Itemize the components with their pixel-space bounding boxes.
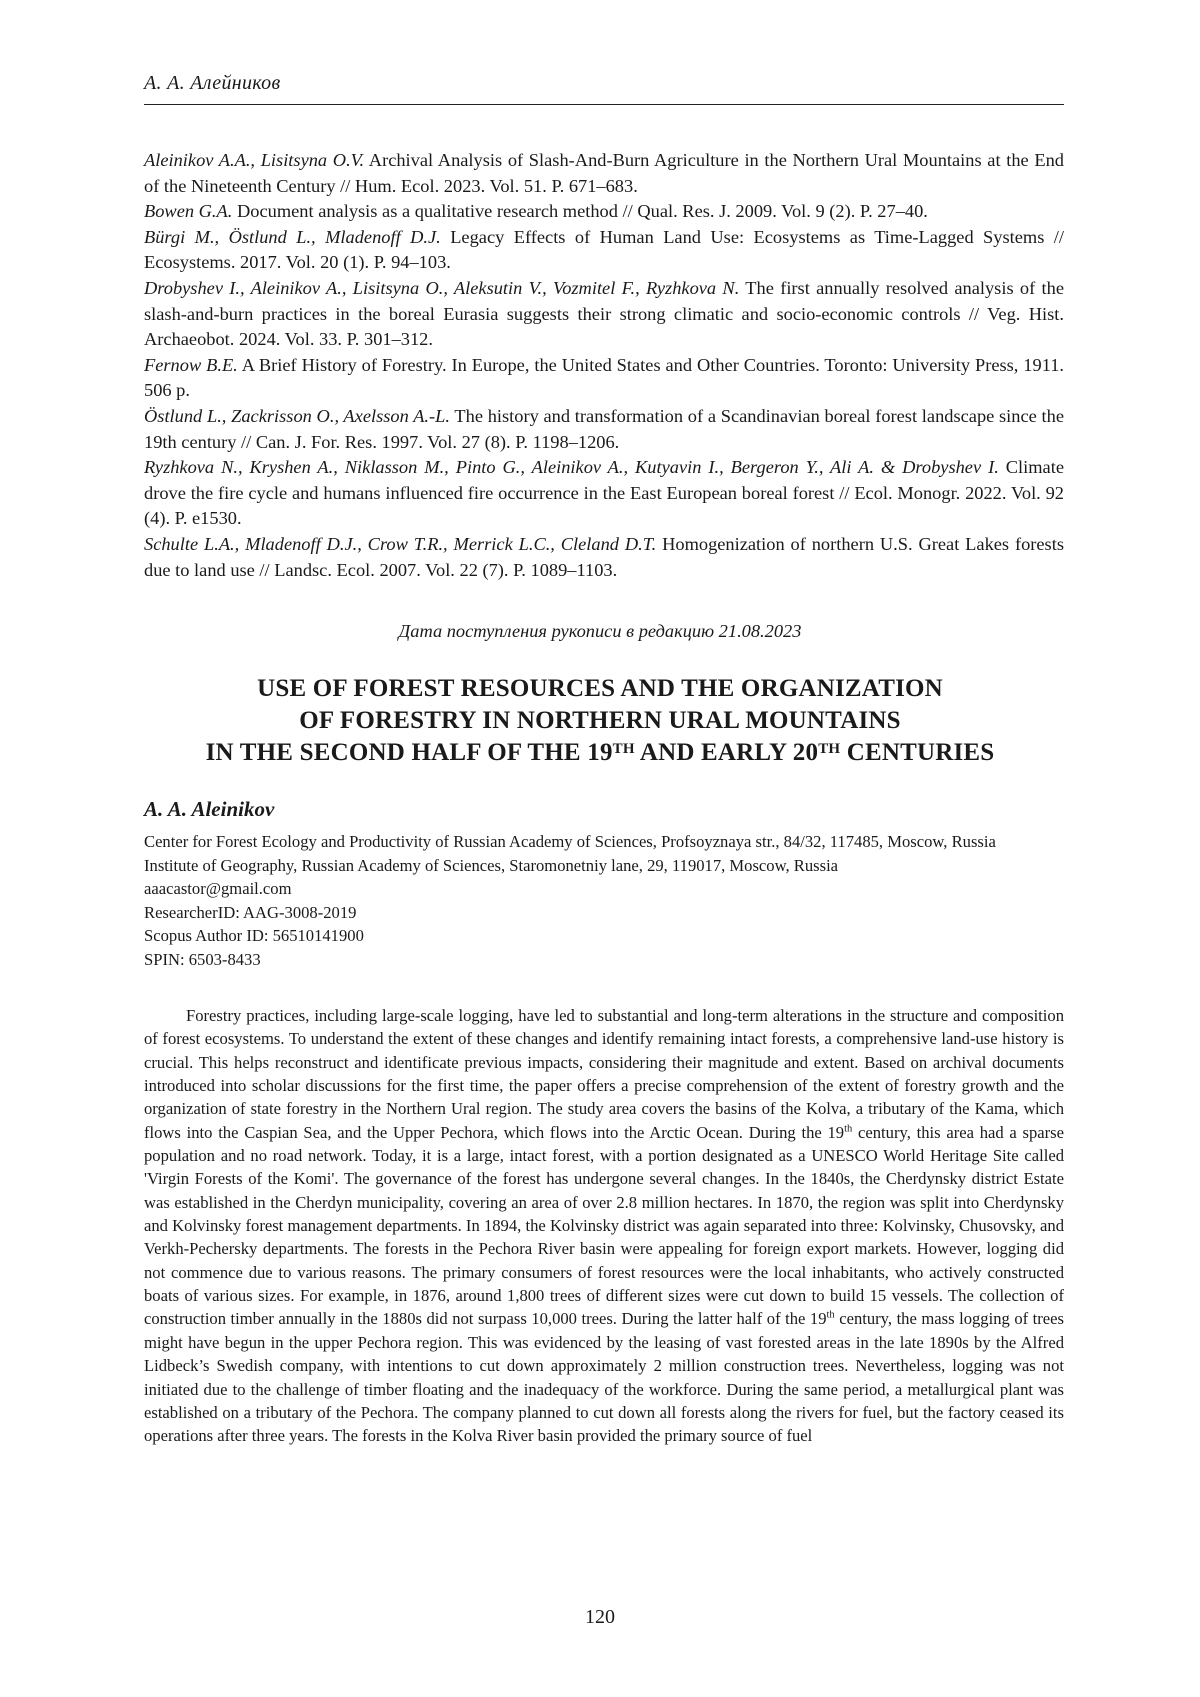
reference-text: A Brief History of Forestry. In Europe, the United States and Other Countries. Toronto: University Press, 1911. 506 p. xyxy=(144,355,1064,401)
reference-list xyxy=(144,148,1064,583)
scopus-id: Scopus Author ID: 56510141900 xyxy=(144,924,1064,948)
affiliation-org: Center for Forest Ecology and Productivity of Russian Academy of Sciences, Profsoyznaya str., 84/32, 117485, Moscow, Russia xyxy=(144,830,1064,854)
reference-authors: Bürgi M., Östlund L., Mladenoff D.J. xyxy=(144,227,441,247)
reference-text: Archival Analysis of Slash-And-Burn Agriculture in the Northern Ural Mountains at the End of the Nineteenth Century // Hum. Ecol. 2023. Vol. 51. P. 671–683. xyxy=(144,150,1064,196)
reference-text: Document analysis as a qualitative research method // Qual. Res. J. 2009. Vol. 9 (2). P. 27–40. xyxy=(237,201,928,221)
title-line: OF FORESTRY IN NORTHERN URAL MOUNTAINS xyxy=(100,705,1100,737)
reference-authors: Drobyshev I., Aleinikov A., Lisitsyna O., Aleksutin V., Vozmitel F., Ryzhkova N. xyxy=(144,278,739,298)
reference-text: The history and transformation of a Scandinavian boreal forest landscape since the 19th century // Can. J. For. Res. 1997. Vol. 27 (8). P. 1198–1206. xyxy=(144,406,1064,452)
title-line: IN THE SECOND HALF OF THE 19TH AND EARLY 20TH CENTURIES xyxy=(100,737,1100,769)
reference-authors: Schulte L.A., Mladenoff D.J., Crow T.R., Merrick L.C., Cleland D.T. xyxy=(144,534,656,554)
reference-text: Legacy Effects of Human Land Use: Ecosystems as Time-Lagged Systems // Ecosystems. 2017. Vol. 20 (1). P. 94–103. xyxy=(144,227,1064,273)
affiliation-org: Institute of Geography, Russian Academy of Sciences, Staromonetniy lane, 29, 119017, Moscow, Russia xyxy=(144,854,1064,878)
reference-authors: Ryzhkova N., Kryshen A., Niklasson M., Pinto G., Aleinikov A., Kutyavin I., Bergeron Y., Ali A. & Drobyshev I. xyxy=(144,457,999,477)
reference-authors: Fernow B.E. xyxy=(144,355,238,375)
author-name: A. A. Aleinikov xyxy=(144,797,274,822)
abstract-text: Forestry practices, including large-scale logging, have led to substantial and long-term alterations in the structure and composition of forest ecosystems. To understand the extent of these changes and identify remaining intact forests, a comprehensive land-use history is crucial. This helps reconstruct and identificate previous impacts, considering their magnitude and extent. Based on archival documents introduced into scholar discussions for the first time, the paper offers a precise comprehension of the extent of forestry growth and the organization of state forestry in the Northern Ural region. The study area covers the basins of the Kolva, a tributary of the Kama, which flows into the Caspian Sea, and the Upper Pechora, which flows into the Arctic Ocean. During the 19th century, this area had a sparse population and no road network. Today, it is a large, intact forest, with a portion designated as a UNESCO World Heritage Site called 'Virgin Forests of the Komi'. The governance of the forest has undergone several changes. In the 1840s, the Cherdynsky district Estate was established in the Cherdyn municipality, covering an area of over 2.8 million hectares. In 1870, the region was split into Cherdynsky and Kolvinsky forest management departments. In 1894, the Kolvinsky district was again separated into three: Kolvinsky, Chusovsky, and Verkh-Pechersky departments. The forests in the Pechora River basin were appealing for foreign export markets. However, logging did not commence due to various reasons. The primary consumers of forest resources were the local inhabitants, who actively constructed boats of various sizes. For example, in 1876, around 1,800 trees of different sizes were cut down to build 15 vessels. The collection of construction timber annually in the 1880s did not surpass 10,000 trees. During the latter half of the 19th century, the mass logging of trees might have begun in the upper Pechora region. This was evidenced by the leasing of vast forested areas in the late 1890s by the Alfred Lidbeck’s Swedish company, with intentions to cut down approximately 2 million construction trees. Nevertheless, logging was not initiated due to the challenge of timber floating and the inadequacy of the workforce. During the same period, a metallurgical plant was established on a tributary of the Pechora. The company planned to cut down all forests along the rivers for fuel, but the factory ceased its operations after three years. The forests in the Kolva River basin provided the primary source of fuel xyxy=(144,1004,1064,1448)
reference-text: The first annually resolved analysis of the slash-and-burn practices in the boreal Eurasia suggests their strong climatic and socio-economic controls // Veg. Hist. Archaeobot. 2024. Vol. 33. P. 301–312. xyxy=(144,278,1064,349)
reference-text: Homogenization of northern U.S. Great Lakes forests due to land use // Landsc. Ecol. 2007. Vol. 22 (7). P. 1089–1103. xyxy=(144,534,1064,580)
reference-item xyxy=(144,353,1064,404)
page-number: 120 xyxy=(0,1606,1200,1629)
author-email: aaacastor@gmail.com xyxy=(144,877,1064,901)
reference-authors: Bowen G.A. xyxy=(144,201,232,221)
reference-item xyxy=(144,455,1064,532)
running-header xyxy=(144,72,1064,105)
reference-item xyxy=(144,404,1064,455)
reference-text: Climate drove the fire cycle and humans influenced fire occurrence in the East European boreal forest // Ecol. Monogr. 2022. Vol. 92 (4). P. e1530. xyxy=(144,457,1064,528)
author-affiliation xyxy=(144,830,1064,971)
reference-item xyxy=(144,148,1064,199)
reference-item xyxy=(144,199,1064,225)
reference-item xyxy=(144,276,1064,353)
spin-id: SPIN: 6503-8433 xyxy=(144,948,1064,972)
reference-authors: Östlund L., Zackrisson O., Axelsson A.-L. xyxy=(144,406,450,426)
reference-item xyxy=(144,532,1064,583)
received-date-note: Дата поступления рукописи в редакцию 21.08.2023 xyxy=(0,621,1200,642)
article-title xyxy=(100,673,1100,769)
reference-item xyxy=(144,225,1064,276)
researcher-id: ResearcherID: AAG-3008-2019 xyxy=(144,901,1064,925)
reference-authors: Aleinikov A.A., Lisitsyna O.V. xyxy=(144,150,364,170)
running-title: А. А. Алейников xyxy=(144,72,280,94)
title-line: USE OF FOREST RESOURCES AND THE ORGANIZATION xyxy=(100,673,1100,705)
